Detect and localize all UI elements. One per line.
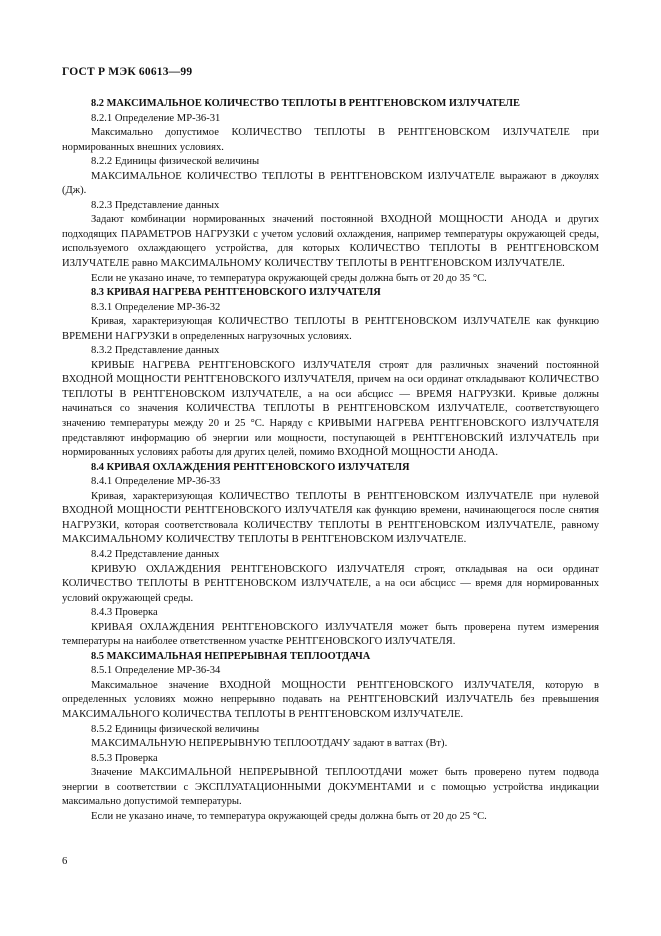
- paragraph: 8.2.3 Представление данных: [91, 199, 220, 211]
- paragraph: КРИВЫЕ НАГРЕВА РЕНТГЕНОВСКОГО ИЗЛУЧАТЕЛЯ строят для различных значений постоянной ВХОДНОЙ МОЩНОСТИ РЕНТГЕНОВСКОГО ИЗЛУЧАТЕЛЯ, причем на оси ординат откладывают КОЛИЧЕСТВО ТЕПЛОТЫ В РЕНТГЕНОВСКОМ ИЗЛУЧАТЕЛЕ, а на оси абсцисс — ВРЕМЯ НАГРУЗКИ. Кривые должны начинаться со значения КОЛИЧЕСТВА ТЕПЛОТЫ В РЕНТГЕНОВСКОМ ИЗЛУЧАТЕЛЕ, соответствующего значению температуры между 20 и 25 °С. Наряду с КРИВЫМИ НАГРЕВА РЕНТГЕНОВСКОГО ИЗЛУЧАТЕЛЯ представляют информацию об энергии или мощности, поступающей в РЕНТГЕНОВСКИЙ ИЗЛУЧАТЕЛЬ при нормированных условиях работы для других целей, помимо ВХОДНОЙ МОЩНОСТИ АНОДА.: [62, 359, 599, 459]
- document-body: [62, 97, 599, 824]
- section-heading: 8.4 КРИВАЯ ОХЛАЖДЕНИЯ РЕНТГЕНОВСКОГО ИЗЛУЧАТЕЛЯ: [91, 461, 410, 473]
- paragraph: 8.4.2 Представление данных: [91, 548, 220, 560]
- paragraph: Кривая, характеризующая КОЛИЧЕСТВО ТЕПЛОТЫ В РЕНТГЕНОВСКОМ ИЗЛУЧАТЕЛЕ как функцию ВРЕМЕНИ НАГРУЗКИ в определенных нагрузочных условиях.: [62, 316, 599, 342]
- paragraph: Максимально допустимое КОЛИЧЕСТВО ТЕПЛОТЫ В РЕНТГЕНОВСКОМ ИЗЛУЧАТЕЛЕ при нормированных внешних условиях.: [62, 127, 599, 153]
- paragraph: Если не указано иначе, то температура окружающей среды должна быть от 20 до 35 °С.: [91, 272, 487, 284]
- paragraph: 8.5.3 Проверка: [91, 752, 158, 764]
- paragraph: 8.5.2 Единицы физической величины: [91, 723, 260, 735]
- paragraph: Максимальное значение ВХОДНОЙ МОЩНОСТИ РЕНТГЕНОВСКОГО ИЗЛУЧАТЕЛЯ, которую в определенных условиях можно непрерывно подавать на РЕНТГЕНОВСКИЙ ИЗЛУЧАТЕЛЬ без превышения МАКСИМАЛЬНОГО КОЛИЧЕСТВА ТЕПЛОТЫ В РЕНТГЕНОВСКОМ ИЗЛУЧАТЕЛЕ.: [62, 679, 599, 720]
- paragraph: 8.3.2 Представление данных: [91, 345, 220, 357]
- paragraph: КРИВАЯ ОХЛАЖДЕНИЯ РЕНТГЕНОВСКОГО ИЗЛУЧАТЕЛЯ может быть проверена путем измерения температуры на наиболее ответственном участке РЕНТГЕНОВСКОГО ИЗЛУЧАТЕЛЯ.: [62, 621, 599, 648]
- page-number: 6: [62, 856, 68, 867]
- paragraph: Значение МАКСИМАЛЬНОЙ НЕПРЕРЫВНОЙ ТЕПЛООТДАЧИ может быть проверено путем подвода энергии в соответствии с ЭКСПЛУАТАЦИОННЫМИ ДОКУМЕНТАМИ и с помощью устройства индикации максимально допустимой температуры.: [62, 767, 599, 808]
- paragraph: 8.2.1 Определение МР-36-31: [91, 112, 221, 124]
- paragraph: КРИВУЮ ОХЛАЖДЕНИЯ РЕНТГЕНОВСКОГО ИЗЛУЧАТЕЛЯ строят, откладывая на оси ординат КОЛИЧЕСТВО ТЕПЛОТЫ В РЕНТГЕНОВСКОМ ИЗЛУЧАТЕЛЕ, а на оси абсцисс — время для нормированных условий окружающей среды.: [62, 563, 599, 604]
- paragraph: 8.2.2 Единицы физической величины: [91, 156, 260, 168]
- paragraph: 8.4.1 Определение МР-36-33: [91, 476, 221, 488]
- paragraph: Если не указано иначе, то температура окружающей среды должна быть от 20 до 25 °С.: [91, 810, 487, 822]
- paragraph: Кривая, характеризующая КОЛИЧЕСТВО ТЕПЛОТЫ В РЕНТГЕНОВСКОМ ИЗЛУЧАТЕЛЕ при нулевой ВХОДНОЙ МОЩНОСТИ РЕНТГЕНОВСКОГО ИЗЛУЧАТЕЛЯ как функцию времени, начинающегося после снятия НАГРУЗКИ, которая соответствовала КОЛИЧЕСТВУ ТЕПЛОТЫ В РЕНТГЕНОВСКОМ ИЗЛУЧАТЕЛЕ, равному МАКСИМАЛЬНОМУ КОЛИЧЕСТВУ ТЕПЛОТЫ В РЕНТГЕНОВСКОМ ИЗЛУЧАТЕЛЕ.: [62, 490, 599, 546]
- paragraph: Задают комбинации нормированных значений постоянной ВХОДНОЙ МОЩНОСТИ АНОДА и других подходящих ПАРАМЕТРОВ НАГРУЗКИ с учетом условий охлаждения, например температуры окружающей среды, используемого охлаждающего устройства, для которых КОЛИЧЕСТВО ТЕПЛОТЫ В РЕНТГЕНОВСКОМ ИЗЛУЧАТЕЛЕ равно МАКСИМАЛЬНОМУ КОЛИЧЕСТВУ ТЕПЛОТЫ В РЕНТГЕНОВСКОМ ИЗЛУЧАТЕЛЕ.: [62, 214, 599, 270]
- document-header: ГОСТ Р МЭК 60613—99: [62, 66, 193, 78]
- section-heading: 8.5 МАКСИМАЛЬНАЯ НЕПРЕРЫВНАЯ ТЕПЛООТДАЧА: [91, 650, 371, 662]
- paragraph: 8.5.1 Определение МР-36-34: [91, 665, 221, 677]
- paragraph: МАКСИМАЛЬНУЮ НЕПРЕРЫВНУЮ ТЕПЛООТДАЧУ задают в ваттах (Вт).: [91, 738, 448, 750]
- paragraph: МАКСИМАЛЬНОЕ КОЛИЧЕСТВО ТЕПЛОТЫ В РЕНТГЕНОВСКОМ ИЗЛУЧАТЕЛЕ выражают в джоулях (Дж).: [62, 170, 599, 197]
- section-heading: 8.3 КРИВАЯ НАГРЕВА РЕНТГЕНОВСКОГО ИЗЛУЧАТЕЛЯ: [91, 287, 381, 299]
- paragraph: 8.3.1 Определение МР-36-32: [91, 301, 221, 313]
- paragraph: 8.4.3 Проверка: [91, 607, 158, 619]
- section-heading: 8.2 МАКСИМАЛЬНОЕ КОЛИЧЕСТВО ТЕПЛОТЫ В РЕНТГЕНОВСКОМ ИЗЛУЧАТЕЛЕ: [91, 98, 520, 109]
